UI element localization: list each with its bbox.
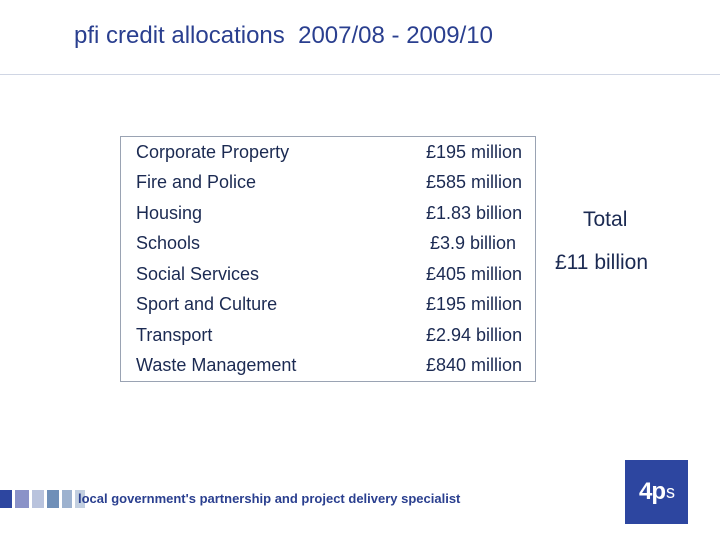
amount-cell: £195 million — [426, 294, 523, 315]
category-cell: Corporate Property — [136, 141, 290, 162]
footer-tagline: local government's partnership and project delivery specialist — [78, 491, 461, 506]
stripe-segment — [0, 490, 12, 508]
table-row — [121, 351, 536, 382]
category-cell: Fire and Police — [136, 172, 257, 193]
logo-main-text: 4p — [638, 478, 665, 505]
table-row — [121, 229, 536, 260]
total-label: Total — [583, 208, 628, 231]
table-row — [121, 137, 536, 168]
table-row — [121, 290, 536, 321]
amount-cell: £2.94 billion — [426, 324, 523, 345]
category-cell: Housing — [136, 202, 203, 223]
amount-cell: £840 million — [426, 355, 523, 376]
stripe-segment — [62, 490, 72, 508]
category-cell: Waste Management — [136, 355, 297, 376]
category-cell: Sport and Culture — [136, 294, 278, 315]
logo-small-text: s — [666, 481, 674, 502]
category-cell: Schools — [136, 233, 201, 254]
4ps-logo — [625, 460, 688, 524]
table-row — [121, 259, 536, 290]
amount-cell: £585 million — [426, 172, 523, 193]
category-cell: Transport — [136, 324, 213, 345]
amount-cell: £1.83 billion — [426, 202, 523, 223]
total-value: £11 billion — [555, 251, 649, 274]
stripe-segment — [32, 490, 44, 508]
footer-color-stripe — [0, 490, 88, 508]
stripe-segment — [47, 490, 59, 508]
amount-cell: £195 million — [426, 141, 523, 162]
table-row — [121, 320, 536, 351]
stripe-segment — [15, 490, 29, 508]
amount-cell: £405 million — [426, 263, 523, 284]
title-divider — [0, 74, 720, 75]
table-row — [121, 168, 536, 199]
category-cell: Social Services — [136, 263, 260, 284]
slide-title: pfi credit allocations 2007/08 - 2009/10 — [74, 22, 493, 49]
amount-cell: £3.9 billion — [430, 233, 517, 254]
table-row — [121, 198, 536, 229]
allocation-table — [120, 136, 536, 382]
